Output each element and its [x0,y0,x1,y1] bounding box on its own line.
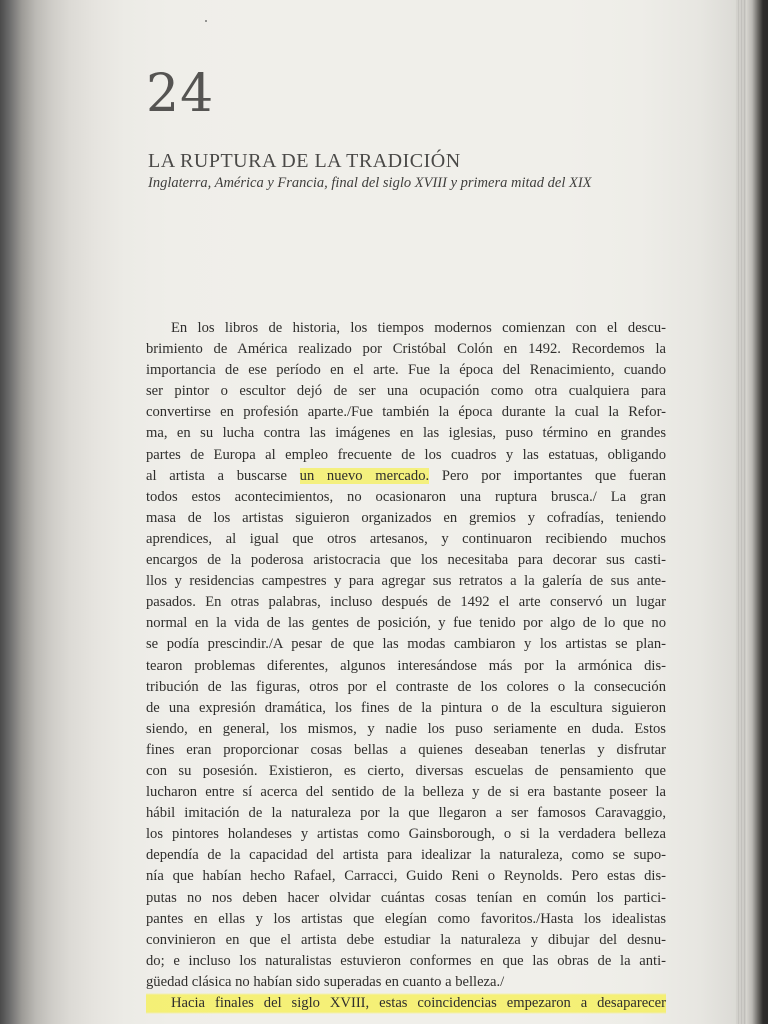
text-fragment: Pero por importantes que fueran [429,467,666,484]
text-line: güedad clásica no habían sido superadas en cuanto a belleza./ [146,973,505,990]
text-line: importancia de ese período en el arte. Fue la época del Renacimiento, cuando [146,362,666,379]
book-gutter [746,0,768,1024]
page-edges [736,0,746,1024]
text-line: putas no nos deben hacer olvidar cuántas cosas tenían en común los partici- [146,889,666,906]
text-line: normal en la vida de las gentes de posición, y fue tenido por algo de lo que no [146,615,666,632]
text-line: convinieron en que el artista debe estudiar la naturaleza y dibujar del desnu- [146,931,666,948]
text-line: de una expresión dramática, los fines de la pintura o de la escultura siguieron [146,699,666,716]
text-line: encargos de la poderosa aristocracia que los necesitaba para decorar sus casti- [146,552,666,569]
text-line: tribución de las figuras, otros por el contraste de los colores o la consecución [146,678,666,695]
speck [205,20,207,22]
text-line: los pintores holandeses y artistas como Gainsborough, o si la verdadera belleza [146,826,666,843]
text-line-highlighted: Hacia finales del siglo XVIII, estas coincidencias empezaron a desaparecer [146,993,666,1014]
chapter-title: LA RUPTURA DE LA TRADICIÓN [148,150,461,172]
text-line: tearon problemas diferentes, algunos interesándose más por la armónica dis- [146,657,666,674]
chapter-number: 24 [146,64,215,124]
text-fragment: al artista a buscarse [146,467,300,484]
text-line: partes de Europa al empleo frecuente de los cuadros y las estatuas, obligando [146,446,666,463]
text-line: se podía prescindir./A pesar de que las modas cambiaron y los artistas se plan- [146,636,666,653]
text-line: pasados. En otras palabras, incluso después de 1492 el arte conservó un lugar [146,594,666,611]
text-line: pantes en ellas y los artistas que elegían como favoritos./Hasta los idealistas [146,910,666,927]
text-line: nía que habían hecho Rafael, Carracci, Guido Reni o Reynolds. Pero estas dis- [146,868,666,885]
text-line: hábil imitación de la naturaleza por la que llegaron a ser famosos Caravaggio, [146,805,666,822]
text-line: ser pintor o escultor dejó de ser una ocupación como otra cualquiera para [146,383,666,400]
text-line: dependía de la capacidad del artista para idealizar la naturaleza, como se supo- [146,847,666,864]
text-line: do; e incluso los naturalistas estuvieron conformes en que las obras de la anti- [146,952,666,969]
text-line-highlighted [146,466,666,487]
text-line: convertirse en profesión aparte./Fue también la época durante la cual la Refor- [146,404,666,421]
text-line: lucharon entre sí acerca del sentido de la belleza y de si era bastante poseer la [146,784,666,801]
chapter-subtitle: Inglaterra, América y Francia, final del siglo XVIII y primera mitad del XIX [148,175,592,191]
text-line: siendo, en general, los mismos, y nadie los puso seriamente en duda. Estos [146,720,666,737]
text-line: todos estos acontecimientos, no ocasionaron una ruptura brusca./ La gran [146,488,666,505]
text-line: llos y residencias campestres y para agregar sus retratos a la galería de sus ante- [146,573,666,590]
text-line: brimiento de América realizado por Cristóbal Colón en 1492. Recordemos la [146,341,666,358]
text-line: En los libros de historia, los tiempos modernos comienzan con el descu- [171,320,666,336]
text-line: con su posesión. Existieron, es cierto, diversas escuelas de pensamiento que [146,762,666,779]
text-line: masa de los artistas siguieron organizados en gremios y cofradías, teniendo [146,509,666,526]
text-line: fines eran proporcionar cosas bellas a quienes deseaban tenerlas y disfrutar [146,741,666,758]
highlighted-phrase: un nuevo mercado. [299,467,430,484]
text-line: ma, en su lucha contra las imágenes en las iglesias, puso término en grandes [146,425,666,442]
text-line: aprendices, al igual que otros artesanos, y continuaron recibiendo muchos [146,530,666,547]
body-text [146,318,666,1014]
